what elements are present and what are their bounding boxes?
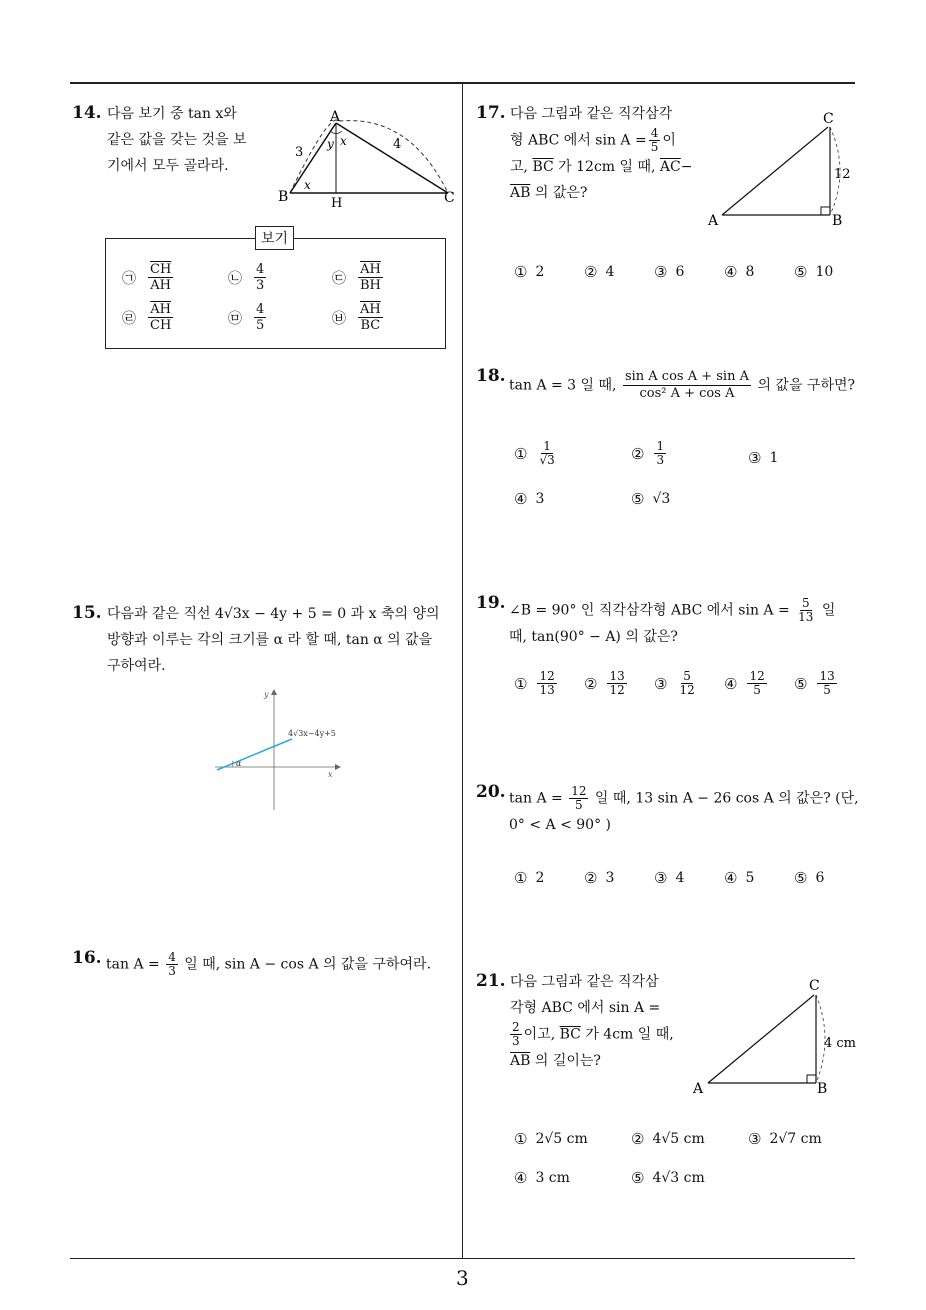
q14-item-1-den: AH <box>150 278 172 293</box>
q17-side-length: 12 <box>834 167 851 182</box>
q18-option-1-num: 1 <box>543 439 551 453</box>
q18-option-3[interactable] <box>748 449 778 467</box>
q21-hyp <box>708 995 814 1083</box>
q14-item-3 <box>332 262 385 293</box>
q14-label-a: A <box>330 109 341 125</box>
q14-triangle-figure <box>270 105 460 210</box>
q20-option-2-mark: ② <box>584 869 598 887</box>
q20-option-2[interactable] <box>584 869 614 887</box>
q14-item-4 <box>122 302 175 333</box>
q20-fraction <box>569 785 588 812</box>
q17-label-a: A <box>708 213 719 229</box>
q15-line-label: 4√3x−4y+5 <box>288 729 336 738</box>
q21-segment-bc: $\overline{BC}$ <box>559 1026 581 1043</box>
q17-line2 <box>510 127 710 154</box>
question-15-text <box>107 601 457 679</box>
q14-item-2-mark: ㉡ <box>228 270 242 287</box>
q19-option-5-den: 5 <box>823 683 831 697</box>
q14-item-3-num: $\overline{AH}$ <box>360 262 381 277</box>
q15-line1: 다음과 같은 직선 4√3x − 4y + 5 = 0 과 x 축의 양의 <box>107 606 440 622</box>
q20-frac-num: 12 <box>571 784 587 798</box>
q21-option-2-text: 4√5 cm <box>652 1131 705 1147</box>
q19-option-3-num: 5 <box>683 669 691 683</box>
q19-option-2-num: 13 <box>609 669 625 683</box>
q19-option-4-fraction <box>747 670 766 697</box>
q14-side-ac <box>336 123 448 193</box>
q18-option-3-mark: ③ <box>748 449 762 467</box>
q15-line2: 방향과 이루는 각의 크기를 α 라 할 때, tan α 의 값을 <box>107 632 433 648</box>
question-17-number: 17. <box>476 103 506 123</box>
q19-option-5-fraction <box>817 670 836 697</box>
q19-option-4-num: 12 <box>749 669 765 683</box>
q19-line1 <box>509 597 859 624</box>
q14-item-6 <box>332 302 385 333</box>
q21-option-5[interactable] <box>631 1169 705 1187</box>
q14-line2: 같은 값을 갖는 것을 보 <box>107 132 247 148</box>
q19-option-1-mark: ① <box>514 674 528 693</box>
question-21-number: 21. <box>476 971 506 991</box>
q21-option-1-mark: ① <box>514 1130 528 1148</box>
q14-item-5 <box>228 302 268 333</box>
q20-option-4-mark: ④ <box>724 869 738 887</box>
q14-item-3-den: BH <box>360 278 381 293</box>
q15-y-arrow <box>271 689 277 695</box>
q14-item-5-num: 4 <box>256 302 265 317</box>
q19-option-2-mark: ② <box>584 674 598 693</box>
q14-angle-x-a: x <box>340 134 347 148</box>
q20-line2: 0° < A < 90° ) <box>509 817 612 833</box>
q20-option-2-text: 3 <box>605 870 615 886</box>
q18-option-5[interactable] <box>631 490 670 508</box>
q19-option-1[interactable] <box>514 670 559 697</box>
q17-option-4-text: 8 <box>745 264 755 280</box>
q17-option-1-mark: ① <box>514 263 528 281</box>
q21-frac-den: 3 <box>512 1034 520 1048</box>
q19-option-4[interactable] <box>724 670 769 697</box>
q17-option-2[interactable] <box>584 263 614 281</box>
q18-option-1-mark: ① <box>514 444 528 463</box>
q19-option-3[interactable] <box>654 670 699 697</box>
q18-option-1-den: √3 <box>539 453 555 467</box>
question-18-text <box>509 369 855 402</box>
q21-option-4-mark: ④ <box>514 1169 528 1187</box>
q16-frac-den: 3 <box>168 964 176 978</box>
q21-option-5-mark: ⑤ <box>631 1169 645 1187</box>
q21-line1: 다음 그림과 같은 직각삼 <box>510 974 659 990</box>
q17-line4 <box>510 180 710 206</box>
q21-option-2-mark: ② <box>631 1130 645 1148</box>
q17-fraction <box>649 127 661 154</box>
q17-line1: 다음 그림과 같은 직각삼각 <box>510 106 673 122</box>
q21-line3-end: 가 4cm 일 때, <box>585 1026 674 1043</box>
q17-option-4[interactable] <box>724 263 754 281</box>
q14-item-6-mark: ㉥ <box>332 310 346 327</box>
q14-item-1-fraction <box>148 262 173 293</box>
q17-label-c: C <box>823 111 834 127</box>
q14-item-5-mark: ㉤ <box>228 310 242 327</box>
q21-option-1[interactable] <box>514 1130 588 1148</box>
question-18-number: 18. <box>476 366 506 386</box>
q21-option-3-text: 2√7 cm <box>769 1131 822 1147</box>
q21-line4-post: 의 길이는? <box>534 1053 601 1069</box>
q17-frac-den: 5 <box>650 140 659 154</box>
q14-item-4-num: $\overline{AH}$ <box>150 302 172 317</box>
q21-option-5-text: 4√3 cm <box>652 1170 705 1186</box>
q20-option-1[interactable] <box>514 869 544 887</box>
question-20-text <box>509 785 859 838</box>
q21-side-length: 4 cm <box>824 1036 857 1051</box>
q14-item-3-fraction <box>358 262 383 293</box>
q19-fraction <box>796 597 815 624</box>
q14-item-5-den: 5 <box>256 318 265 333</box>
q17-right-angle <box>821 207 830 215</box>
q19-option-4-mark: ④ <box>724 674 738 693</box>
q20-prefix: tan A = <box>509 790 563 807</box>
q17-option-1-text: 2 <box>535 264 545 280</box>
q17-line2-pre: 형 ABC 에서 sin A = <box>510 132 647 149</box>
q21-fraction <box>510 1021 522 1048</box>
q14-item-5-fraction <box>254 302 266 333</box>
q17-option-3-mark: ③ <box>654 263 668 281</box>
q19-option-1-num: 12 <box>539 669 555 683</box>
q20-option-1-mark: ① <box>514 869 528 887</box>
q20-option-3-text: 4 <box>675 870 685 886</box>
q14-item-3-mark: ㉢ <box>332 270 346 287</box>
question-16-number: 16. <box>72 948 102 968</box>
q17-line3 <box>510 154 710 180</box>
q20-option-4[interactable] <box>724 869 754 887</box>
q17-line3-end: − <box>680 159 693 175</box>
q15-x-arrow <box>335 764 341 770</box>
q20-option-3-mark: ③ <box>654 869 668 887</box>
q16-prefix: tan A = <box>106 956 160 973</box>
question-19-text <box>509 597 859 650</box>
q20-option-5-text: 6 <box>815 870 825 886</box>
q18-option-4-mark: ④ <box>514 490 528 508</box>
q21-label-a: A <box>693 1081 704 1097</box>
q17-line2-post: 이 <box>662 132 676 149</box>
q18-option-3-text: 1 <box>769 450 779 466</box>
q15-y-label: y <box>264 690 269 699</box>
bottom-rule <box>70 1258 855 1259</box>
q17-option-2-mark: ② <box>584 263 598 281</box>
q17-line3-pre: 고, <box>510 159 528 175</box>
q14-label-h: H <box>331 196 343 210</box>
q14-item-2-den: 3 <box>256 278 265 293</box>
q19-option-5-mark: ⑤ <box>794 674 808 693</box>
q14-label-b: B <box>278 189 289 205</box>
q19-option-1-den: 13 <box>539 683 555 697</box>
q17-option-5-mark: ⑤ <box>794 263 808 281</box>
q17-option-3[interactable] <box>654 263 684 281</box>
q17-triangle-figure <box>700 105 860 230</box>
q14-line1: 다음 보기 중 tan x와 <box>107 106 237 122</box>
q19-option-1-fraction <box>537 670 556 697</box>
q19-option-3-fraction <box>677 670 696 697</box>
q21-line4 <box>510 1048 690 1074</box>
q18-option-2-fraction <box>654 440 666 467</box>
q18-option-2[interactable] <box>631 440 668 467</box>
q14-side-ab-length: 3 <box>295 145 304 160</box>
q17-option-4-mark: ④ <box>724 263 738 281</box>
q19-option-5-num: 13 <box>819 669 835 683</box>
q20-option-5[interactable] <box>794 869 824 887</box>
q21-triangle-figure <box>688 975 858 1100</box>
q14-item-2 <box>228 262 268 293</box>
q18-option-4[interactable] <box>514 490 544 508</box>
q21-line3-post: 이고, <box>523 1026 556 1043</box>
q19-line2: 때, tan(90° − A) 의 값은? <box>509 629 678 645</box>
q20-frac-den: 5 <box>575 798 583 812</box>
q17-option-2-text: 4 <box>605 264 615 280</box>
q17-frac-num: 4 <box>650 126 659 140</box>
q21-line2: 각형 ABC 에서 sin A = <box>510 1000 661 1016</box>
page-number: 3 <box>456 1266 469 1290</box>
q15-alpha-label: α <box>236 759 242 768</box>
q14-angle-y: y <box>327 137 334 151</box>
q17-option-5-text: 10 <box>815 264 834 280</box>
q14-side-ac-length: 4 <box>393 137 402 152</box>
question-16-text <box>106 951 431 978</box>
q18-frac-num: sin A cos A + sin A <box>624 369 749 384</box>
q17-label-b: B <box>832 213 843 229</box>
q18-option-2-den: 3 <box>656 453 665 467</box>
q21-label-b: B <box>817 1081 828 1097</box>
q18-option-2-mark: ② <box>631 444 645 463</box>
question-14-text <box>107 101 277 179</box>
q16-suffix: 일 때, sin A − cos A 의 값을 구하여라. <box>184 956 432 973</box>
q14-item-6-num: $\overline{AH}$ <box>360 302 381 317</box>
q15-line-graph <box>210 685 360 815</box>
q14-item-4-fraction <box>148 302 173 333</box>
q14-item-4-mark: ㉣ <box>122 310 136 327</box>
q18-option-4-text: 3 <box>535 491 545 507</box>
q21-option-3-mark: ③ <box>748 1130 762 1148</box>
q14-item-2-num: 4 <box>256 262 265 277</box>
q18-option-1[interactable] <box>514 440 559 467</box>
q18-option-5-text: √3 <box>652 491 671 507</box>
q19-option-3-mark: ③ <box>654 674 668 693</box>
q21-frac-num: 2 <box>512 1020 520 1034</box>
q16-fraction <box>166 951 178 978</box>
q19-option-2-den: 12 <box>609 683 625 697</box>
q14-item-2-fraction <box>254 262 266 293</box>
q14-item-1-mark: ㉠ <box>122 270 136 287</box>
q17-line4-post: 의 값은? <box>534 185 588 201</box>
q21-option-1-text: 2√5 cm <box>535 1131 588 1147</box>
q21-option-4-text: 3 cm <box>535 1170 570 1186</box>
q14-item-1-num: $\overline{CH}$ <box>150 262 172 277</box>
q18-prefix: tan A = 3 일 때, <box>509 377 617 394</box>
q18-option-5-mark: ⑤ <box>631 490 645 508</box>
q20-line1 <box>509 785 859 812</box>
q21-line3 <box>510 1021 690 1048</box>
q21-label-c: C <box>809 978 820 994</box>
q17-segment-bc: $\overline{BC}$ <box>532 159 554 175</box>
q17-segment-ac: $\overline{AC}$ <box>659 159 681 175</box>
column-divider <box>462 84 463 1259</box>
q14-box-label: 보기 <box>255 226 294 250</box>
q19-option-3-den: 12 <box>679 683 695 697</box>
q21-option-3[interactable] <box>748 1130 822 1148</box>
q18-fraction <box>623 369 751 402</box>
q21-right-angle <box>807 1075 816 1083</box>
q19-option-4-den: 5 <box>753 683 761 697</box>
q19-frac-num: 5 <box>801 596 810 610</box>
q19-line1-post: 일 <box>821 602 836 619</box>
q18-option-1-fraction <box>537 440 556 467</box>
q14-item-6-den: BC <box>360 318 381 333</box>
q19-option-5[interactable] <box>794 670 839 697</box>
q14-item-4-den: CH <box>150 318 172 333</box>
q19-line1-pre: ∠B = 90° 인 직각삼각형 ABC 에서 sin A = <box>509 602 790 619</box>
question-17-text <box>510 101 710 206</box>
q20-suffix: 일 때, 13 sin A − 26 cos A 의 값은? (단, <box>594 790 859 807</box>
q17-hyp <box>722 127 828 215</box>
question-19-number: 19. <box>476 593 506 613</box>
q17-line3-mid: 가 12cm 일 때, <box>558 159 656 175</box>
q18-frac-den: cos² A + cos A <box>639 386 735 401</box>
question-14-number: 14. <box>72 103 102 123</box>
q21-option-4[interactable] <box>514 1169 570 1187</box>
q18-suffix: 의 값을 구하면? <box>757 377 856 394</box>
q14-label-c: C <box>444 190 455 206</box>
q20-option-4-text: 5 <box>745 870 755 886</box>
q19-option-2-fraction <box>607 670 626 697</box>
q17-segment-ab: $\overline{AB}$ <box>510 185 531 201</box>
q17-option-1[interactable] <box>514 263 544 281</box>
q20-option-1-text: 2 <box>535 870 545 886</box>
q19-frac-den: 13 <box>798 610 814 624</box>
q14-item-6-fraction <box>358 302 383 333</box>
q20-option-5-mark: ⑤ <box>794 869 808 887</box>
question-21-text <box>510 969 690 1074</box>
q17-option-3-text: 6 <box>675 264 685 280</box>
q21-option-2[interactable] <box>631 1130 705 1148</box>
q16-frac-num: 4 <box>168 950 176 964</box>
q21-segment-ab: $\overline{AB}$ <box>510 1053 531 1069</box>
q19-option-2[interactable] <box>584 670 629 697</box>
q17-option-5[interactable] <box>794 263 833 281</box>
q14-item-1 <box>122 262 175 293</box>
q18-option-2-num: 1 <box>656 439 665 453</box>
q15-line <box>217 739 292 770</box>
question-15-number: 15. <box>72 603 102 623</box>
q14-angle-x-b: x <box>304 178 311 192</box>
q15-x-label: x <box>328 770 333 779</box>
q20-option-3[interactable] <box>654 869 684 887</box>
q15-line3: 구하여라. <box>107 658 166 674</box>
question-20-number: 20. <box>476 782 506 802</box>
q14-line3: 기에서 모두 골라라. <box>107 158 229 174</box>
